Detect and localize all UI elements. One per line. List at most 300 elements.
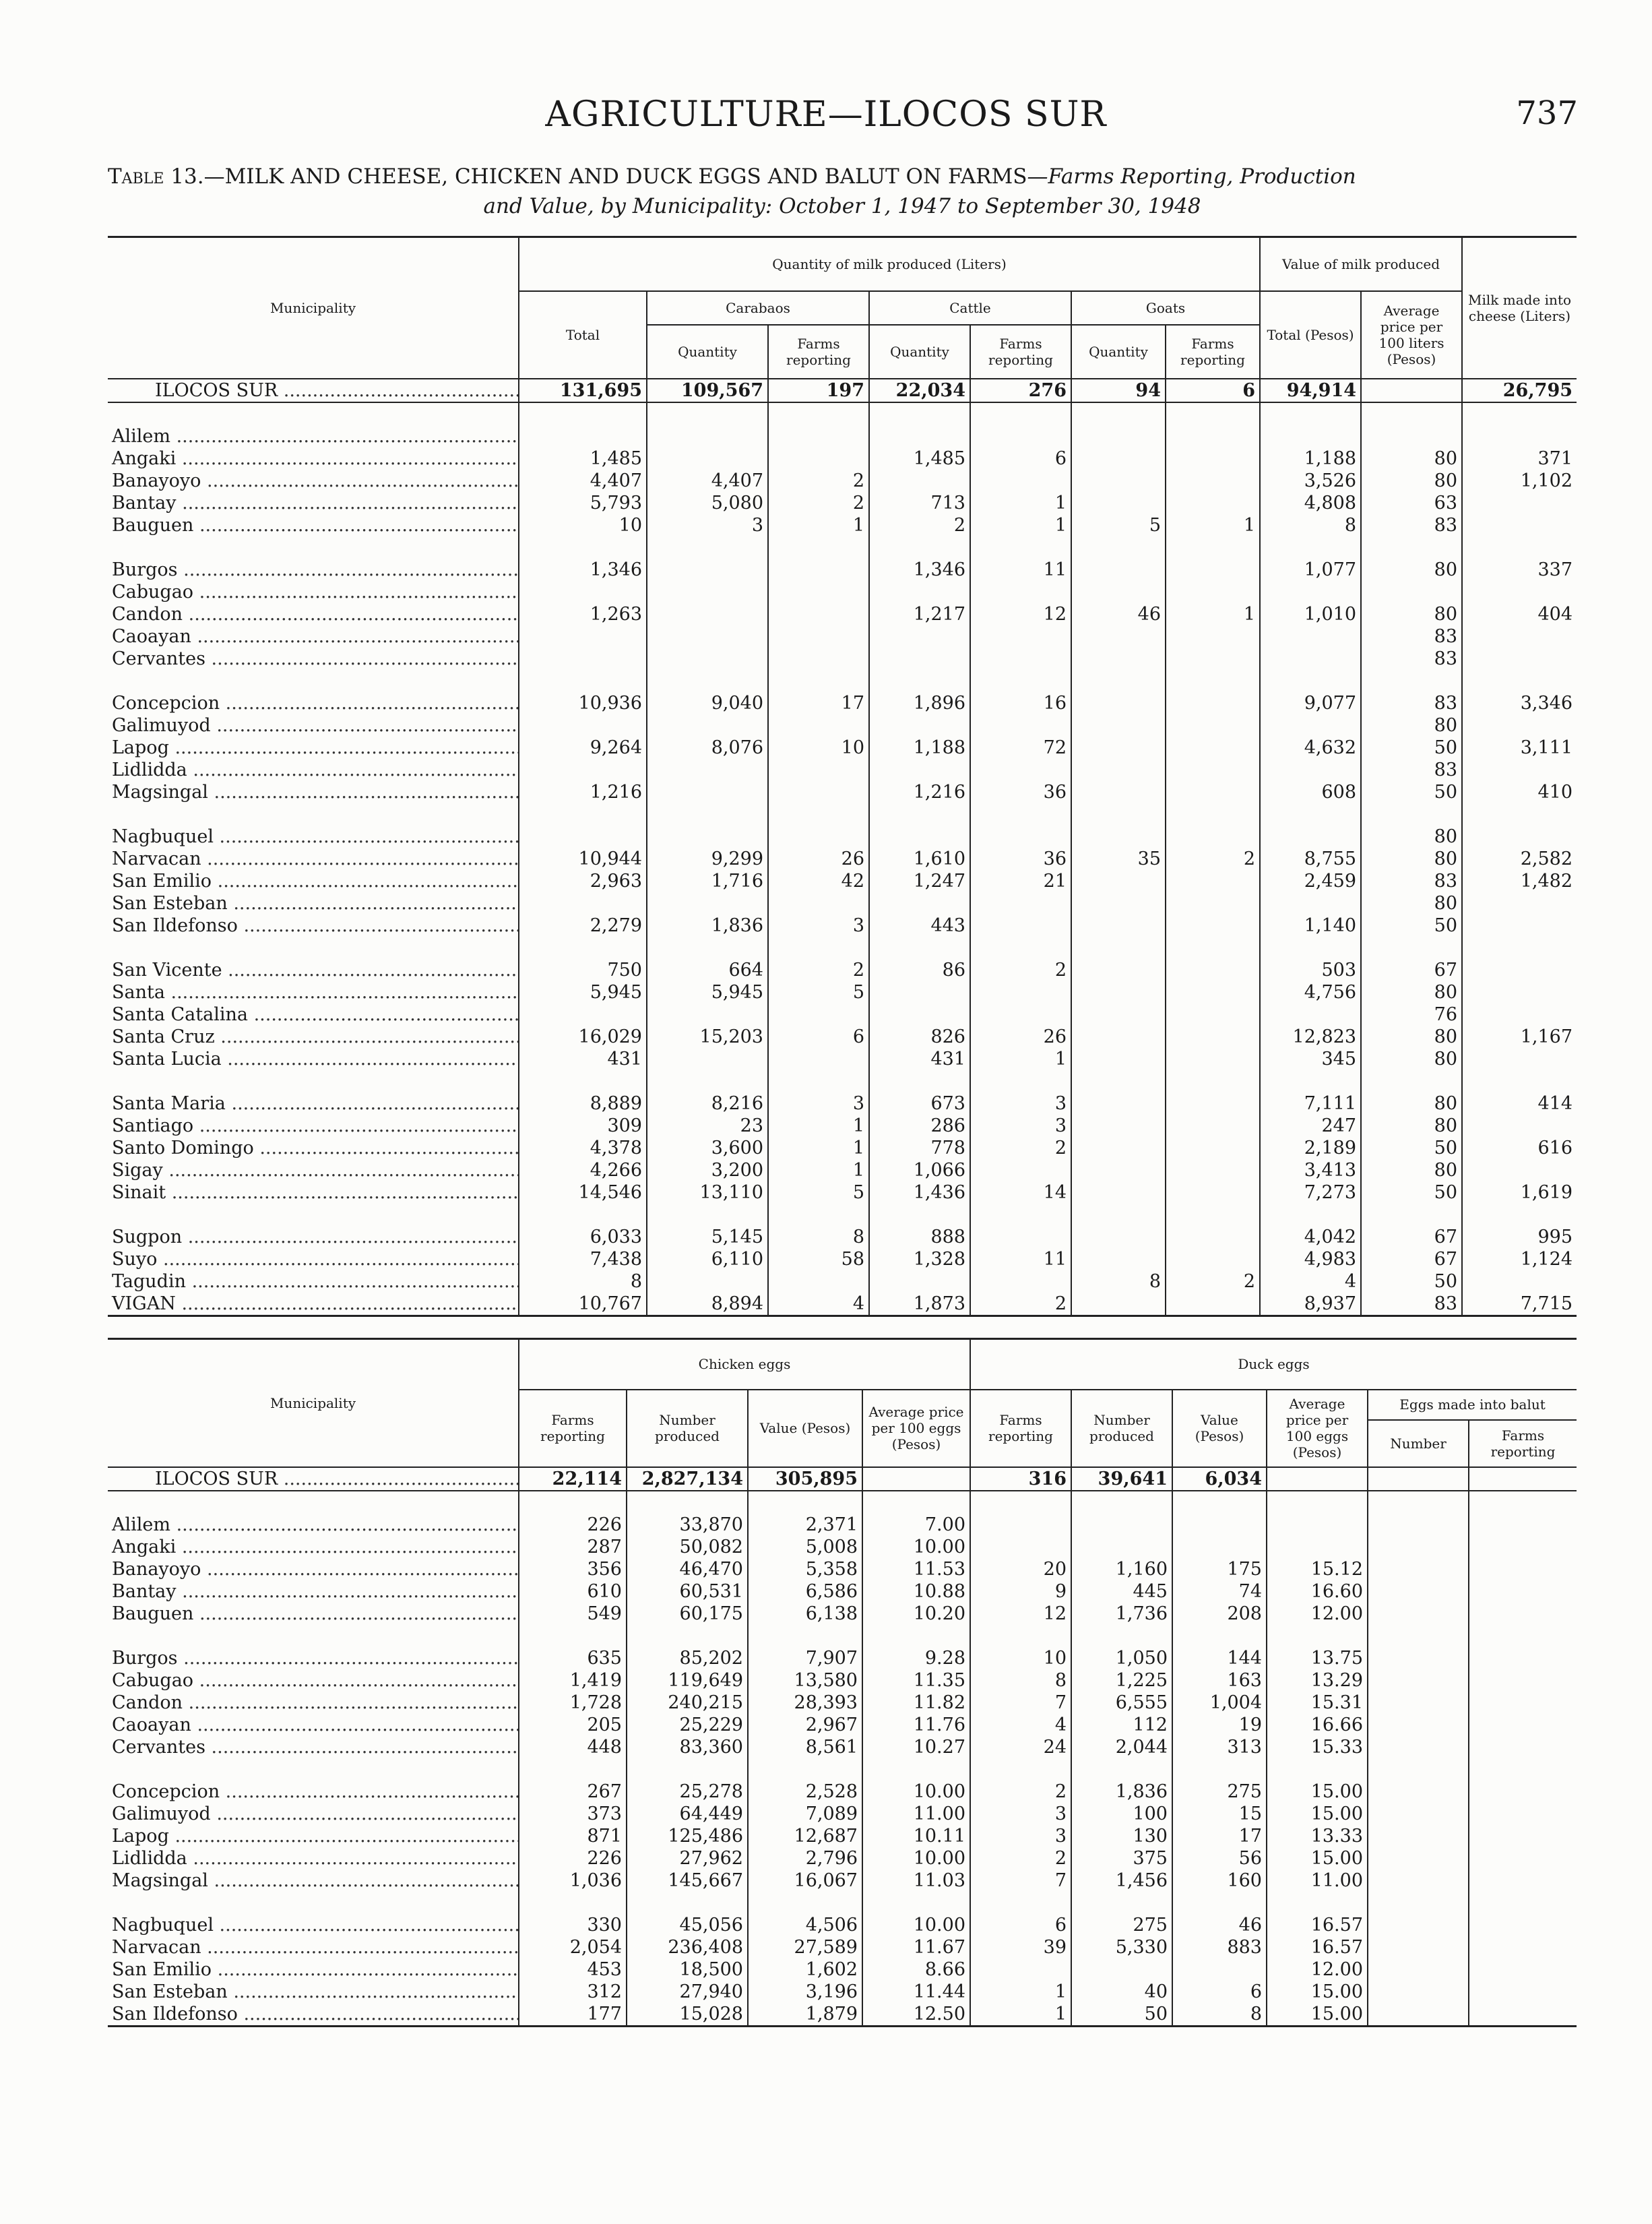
value-cell: 4,632 <box>1260 737 1361 759</box>
municipality-cell: Sigay ..... <box>108 1159 519 1181</box>
value-cell: 1,263 <box>519 603 647 625</box>
value-cell: 4 <box>1260 1270 1361 1293</box>
value-cell: 2,459 <box>1260 870 1361 892</box>
value-cell: 7,907 <box>748 1647 862 1669</box>
value-cell <box>1368 1958 1469 1981</box>
value-cell: 608 <box>1260 781 1361 803</box>
table-caption <box>108 162 1577 221</box>
spacer-cell <box>1267 1625 1368 1647</box>
value-cell: 8,561 <box>748 1736 862 1758</box>
value-cell <box>970 759 1071 781</box>
value-cell <box>1172 1536 1267 1558</box>
spacer-cell <box>869 670 970 692</box>
group-spacer <box>108 1204 1577 1226</box>
value-cell: 1,216 <box>519 781 647 803</box>
value-cell: 2 <box>970 1847 1071 1870</box>
value-cell: 410 <box>1462 781 1577 803</box>
municipality-cell: Concepcion ..... <box>108 692 519 714</box>
value-cell: 26 <box>970 1026 1071 1048</box>
value-cell: 60,175 <box>627 1603 748 1625</box>
value-cell <box>768 1003 869 1026</box>
value-cell: 7,111 <box>1260 1092 1361 1115</box>
value-cell: 431 <box>869 1048 970 1070</box>
value-cell: 19 <box>1172 1714 1267 1736</box>
value-cell: 11.03 <box>862 1870 970 1892</box>
municipality-cell: Magsingal ..... <box>108 781 519 803</box>
value-cell: 60,531 <box>627 1580 748 1603</box>
value-cell: 4 <box>768 1293 869 1316</box>
value-cell: 1,077 <box>1260 559 1361 581</box>
value-cell: 1,419 <box>519 1669 627 1692</box>
value-cell: 3 <box>647 514 768 536</box>
table-row <box>108 1092 1577 1115</box>
value-cell <box>869 714 970 737</box>
value-cell <box>970 425 1071 447</box>
value-cell: 10.11 <box>862 1825 970 1847</box>
value-cell: 778 <box>869 1137 970 1159</box>
value-cell <box>1166 559 1260 581</box>
spacer-cell <box>768 402 869 425</box>
value-cell: 50,082 <box>627 1536 748 1558</box>
value-cell: 80 <box>1361 1159 1462 1181</box>
value-cell: 236,408 <box>627 1936 748 1958</box>
value-cell: 2 <box>869 514 970 536</box>
value-cell: 130 <box>1071 1825 1172 1847</box>
value-cell: 80 <box>1361 447 1462 470</box>
table-row <box>108 1647 1577 1669</box>
value-cell: 83 <box>1361 625 1462 648</box>
spacer-cell <box>519 1491 627 1514</box>
value-cell: 83 <box>1361 759 1462 781</box>
spacer-cell <box>1260 937 1361 959</box>
value-cell: 8,755 <box>1260 848 1361 870</box>
value-cell: 240,215 <box>627 1692 748 1714</box>
spacer-cell <box>627 1491 748 1514</box>
value-cell: 85,202 <box>627 1647 748 1669</box>
value-cell <box>768 1048 869 1070</box>
col-chicken-avg-price: Average price per 100 eggs (Pesos) <box>862 1390 970 1467</box>
municipality-cell: Cervantes ..... <box>108 1736 519 1758</box>
value-cell <box>1469 1467 1577 1491</box>
value-cell <box>1469 1847 1577 1870</box>
table-row <box>108 1692 1577 1714</box>
value-cell <box>1166 759 1260 781</box>
value-cell <box>1469 1803 1577 1825</box>
spacer-cell <box>627 1758 748 1781</box>
value-cell: 11.53 <box>862 1558 970 1580</box>
spacer-cell <box>1071 1070 1166 1092</box>
value-cell: 2 <box>1166 1270 1260 1293</box>
table-row <box>108 2003 1577 2027</box>
value-cell: 8,889 <box>519 1092 647 1115</box>
value-cell <box>1166 1159 1260 1181</box>
value-cell: 13.29 <box>1267 1669 1368 1692</box>
value-cell <box>1166 892 1260 915</box>
group-spacer <box>108 1070 1577 1092</box>
col-municipality: Municipality <box>108 237 519 379</box>
spacer-cell <box>1361 1204 1462 1226</box>
spacer-cell <box>1172 1491 1267 1514</box>
value-cell: 1,160 <box>1071 1558 1172 1580</box>
value-cell: 13,110 <box>647 1181 768 1204</box>
value-cell: 8 <box>1071 1270 1166 1293</box>
value-cell: 50 <box>1071 2003 1172 2027</box>
value-cell: 431 <box>519 1048 647 1070</box>
value-cell <box>869 892 970 915</box>
value-cell <box>1462 1159 1577 1181</box>
value-cell <box>1368 1781 1469 1803</box>
value-cell: 6,586 <box>748 1580 862 1603</box>
value-cell: 11.00 <box>1267 1870 1368 1892</box>
value-cell: 226 <box>519 1847 627 1870</box>
municipality-cell: Lidlidda ..... <box>108 1847 519 1870</box>
spacer-cell <box>1260 536 1361 559</box>
value-cell: 6,555 <box>1071 1692 1172 1714</box>
municipality-cell: Nagbuquel ..... <box>108 1914 519 1936</box>
municipality-cell: Santa ..... <box>108 981 519 1003</box>
spacer-cell <box>647 670 768 692</box>
value-cell: 7 <box>970 1870 1071 1892</box>
value-cell <box>1368 1647 1469 1669</box>
value-cell: 316 <box>970 1467 1071 1491</box>
value-cell: 3 <box>970 1825 1071 1847</box>
spacer-cell <box>1462 1070 1577 1092</box>
value-cell: 64,449 <box>627 1803 748 1825</box>
municipality-cell: Alilem ..... <box>108 425 519 447</box>
value-cell: 17 <box>768 692 869 714</box>
municipality-cell: Lidlidda ..... <box>108 759 519 781</box>
value-cell: 1,346 <box>869 559 970 581</box>
value-cell <box>1469 1736 1577 1758</box>
value-cell <box>1462 425 1577 447</box>
value-cell <box>768 581 869 603</box>
value-cell: 635 <box>519 1647 627 1669</box>
value-cell: 40 <box>1071 1981 1172 2003</box>
spacer-cell <box>1071 670 1166 692</box>
col-chicken-number: Number produced <box>627 1390 748 1467</box>
value-cell: 1,836 <box>1071 1781 1172 1803</box>
value-cell: 3,413 <box>1260 1159 1361 1181</box>
value-cell: 713 <box>869 492 970 514</box>
value-cell: 3 <box>970 1092 1071 1115</box>
value-cell: 1 <box>970 492 1071 514</box>
value-cell: 63 <box>1361 492 1462 514</box>
value-cell: 58 <box>768 1248 869 1270</box>
value-cell <box>1071 759 1166 781</box>
spacer-cell <box>108 536 519 559</box>
value-cell: 83 <box>1361 692 1462 714</box>
municipality-cell: Bantay ..... <box>108 492 519 514</box>
page-header <box>0 88 1652 142</box>
spacer-cell <box>1267 1491 1368 1514</box>
value-cell: 7.00 <box>862 1514 970 1536</box>
value-cell: 25,229 <box>627 1714 748 1736</box>
spacer-cell <box>647 1070 768 1092</box>
value-cell: 15 <box>1172 1803 1267 1825</box>
value-cell: 10 <box>768 737 869 759</box>
value-cell <box>1166 692 1260 714</box>
spacer-cell <box>1166 1070 1260 1092</box>
value-cell: 1,050 <box>1071 1647 1172 1669</box>
value-cell <box>1071 1092 1166 1115</box>
municipality-cell: Galimuyod ..... <box>108 714 519 737</box>
spacer-cell <box>519 1758 627 1781</box>
value-cell: 80 <box>1361 981 1462 1003</box>
value-cell: 10.27 <box>862 1736 970 1758</box>
value-cell <box>1469 1647 1577 1669</box>
value-cell <box>768 826 869 848</box>
value-cell <box>970 648 1071 670</box>
municipality-cell: Galimuyod ..... <box>108 1803 519 1825</box>
spacer-cell <box>108 1070 519 1092</box>
value-cell <box>1462 892 1577 915</box>
value-cell: 10,767 <box>519 1293 647 1316</box>
table-row <box>108 1536 1577 1558</box>
value-cell: 11.00 <box>862 1803 970 1825</box>
value-cell: 26,795 <box>1462 379 1577 402</box>
value-cell <box>1071 447 1166 470</box>
spacer-cell <box>1260 803 1361 826</box>
value-cell: 6 <box>768 1026 869 1048</box>
value-cell <box>1166 981 1260 1003</box>
value-cell: 7,715 <box>1462 1293 1577 1316</box>
value-cell <box>768 559 869 581</box>
value-cell <box>1071 870 1166 892</box>
value-cell <box>1166 915 1260 937</box>
value-cell: 1,456 <box>1071 1870 1172 1892</box>
value-cell: 12,687 <box>748 1825 862 1847</box>
value-cell <box>1071 1958 1172 1981</box>
spacer-cell <box>1368 1491 1469 1514</box>
value-cell: 673 <box>869 1092 970 1115</box>
municipality-cell: ILOCOS SUR ..... <box>108 1467 519 1491</box>
spacer-cell <box>768 670 869 692</box>
value-cell <box>1071 1293 1166 1316</box>
municipality-cell: Nagbuquel ..... <box>108 826 519 848</box>
spacer-cell <box>1469 1491 1577 1514</box>
value-cell <box>1368 1936 1469 1958</box>
municipality-cell: San Ildefonso ..... <box>108 915 519 937</box>
value-cell <box>1260 759 1361 781</box>
spacer-cell <box>862 1892 970 1914</box>
value-cell: 1,217 <box>869 603 970 625</box>
table-row <box>108 1026 1577 1048</box>
value-cell: 94 <box>1071 379 1166 402</box>
value-cell: 83 <box>1361 514 1462 536</box>
value-cell <box>768 447 869 470</box>
spacer-cell <box>1361 402 1462 425</box>
value-cell <box>1368 1714 1469 1736</box>
value-cell: 56 <box>1172 1847 1267 1870</box>
table-row <box>108 470 1577 492</box>
value-cell: 3,346 <box>1462 692 1577 714</box>
table-row <box>108 1958 1577 1981</box>
spacer-cell <box>1071 803 1166 826</box>
value-cell <box>1166 492 1260 514</box>
value-cell: 610 <box>519 1580 627 1603</box>
value-cell <box>1469 1514 1577 1536</box>
value-cell: 6 <box>1166 379 1260 402</box>
value-cell: 5 <box>1071 514 1166 536</box>
value-cell: 373 <box>519 1803 627 1825</box>
value-cell: 1,346 <box>519 559 647 581</box>
table-row <box>108 692 1577 714</box>
spacer-cell <box>1071 937 1166 959</box>
value-cell: 305,895 <box>748 1467 862 1491</box>
value-cell <box>519 1003 647 1026</box>
value-cell: 119,649 <box>627 1669 748 1692</box>
spacer-cell <box>1071 1625 1172 1647</box>
col-chicken-value: Value (Pesos) <box>748 1390 862 1467</box>
egg-table <box>108 1338 1577 2027</box>
table-row <box>108 514 1577 536</box>
value-cell <box>1368 1914 1469 1936</box>
value-cell: 6,033 <box>519 1226 647 1248</box>
value-cell <box>1368 2003 1469 2027</box>
spacer-cell <box>627 1892 748 1914</box>
value-cell: 100 <box>1071 1803 1172 1825</box>
municipality-cell: Banayoyo ..... <box>108 470 519 492</box>
value-cell: 83 <box>1361 1293 1462 1316</box>
col-duck-avg-price: Average price per 100 eggs (Pesos) <box>1267 1390 1368 1467</box>
value-cell: 888 <box>869 1226 970 1248</box>
spacer-cell <box>1071 402 1166 425</box>
value-cell: 16,029 <box>519 1026 647 1048</box>
value-cell <box>1469 1692 1577 1714</box>
value-cell <box>970 1003 1071 1026</box>
value-cell: 16,067 <box>748 1870 862 1892</box>
spacer-cell <box>1469 1625 1577 1647</box>
value-cell: 330 <box>519 1914 627 1936</box>
col-carabao-quantity: Quantity <box>647 325 768 379</box>
value-cell: 39 <box>970 1936 1071 1958</box>
col-chicken-group: Chicken eggs <box>519 1339 970 1390</box>
value-cell <box>970 981 1071 1003</box>
value-cell: 1,736 <box>1071 1603 1172 1625</box>
spacer-cell <box>1172 1758 1267 1781</box>
value-cell <box>1166 1137 1260 1159</box>
value-cell <box>970 714 1071 737</box>
value-cell: 2 <box>768 492 869 514</box>
value-cell: 80 <box>1361 848 1462 870</box>
value-cell: 26 <box>768 848 869 870</box>
value-cell <box>1260 714 1361 737</box>
table-row <box>108 603 1577 625</box>
spacer-cell <box>1462 670 1577 692</box>
value-cell: 414 <box>1462 1092 1577 1115</box>
value-cell <box>519 648 647 670</box>
value-cell <box>1260 648 1361 670</box>
value-cell <box>1071 981 1166 1003</box>
value-cell: 6 <box>1172 1981 1267 2003</box>
spacer-cell <box>768 1204 869 1226</box>
municipality-cell: Burgos ..... <box>108 1647 519 1669</box>
municipality-cell: Banayoyo ..... <box>108 1558 519 1580</box>
value-cell <box>1462 714 1577 737</box>
municipality-cell: Magsingal ..... <box>108 1870 519 1892</box>
spacer-cell <box>1172 1892 1267 1914</box>
value-cell <box>768 625 869 648</box>
value-cell: 5,945 <box>519 981 647 1003</box>
value-cell <box>970 1958 1071 1981</box>
value-cell: 177 <box>519 2003 627 2027</box>
value-cell: 14 <box>970 1181 1071 1204</box>
value-cell: 1,216 <box>869 781 970 803</box>
value-cell: 4,042 <box>1260 1226 1361 1248</box>
value-cell: 33,870 <box>627 1514 748 1536</box>
value-cell <box>1469 1714 1577 1736</box>
municipality-cell: Bauguen ..... <box>108 1603 519 1625</box>
value-cell <box>1462 1003 1577 1026</box>
municipality-cell: VIGAN ..... <box>108 1293 519 1316</box>
spacer-cell <box>862 1491 970 1514</box>
spacer-cell <box>519 803 647 826</box>
table-row <box>108 1847 1577 1870</box>
table-row <box>108 1293 1577 1316</box>
value-cell <box>1469 1580 1577 1603</box>
value-cell <box>1071 1536 1172 1558</box>
value-cell <box>862 1467 970 1491</box>
value-cell <box>1071 1514 1172 1536</box>
page-title: AGRICULTURE—ILOCOS SUR <box>545 94 1107 135</box>
value-cell <box>1368 1981 1469 2003</box>
value-cell <box>1071 1026 1166 1048</box>
value-cell <box>970 1514 1071 1536</box>
value-cell <box>1166 581 1260 603</box>
value-cell <box>1368 1603 1469 1625</box>
table-row <box>108 1270 1577 1293</box>
milk-table-body <box>108 379 1577 1316</box>
value-cell <box>647 625 768 648</box>
value-cell: 13.33 <box>1267 1825 1368 1847</box>
spacer-cell <box>1166 670 1260 692</box>
value-cell: 46 <box>1071 603 1166 625</box>
spacer-cell <box>1462 803 1577 826</box>
group-spacer <box>108 1625 1577 1647</box>
value-cell: 10.00 <box>862 1847 970 1870</box>
municipality-cell: San Esteban ..... <box>108 1981 519 2003</box>
value-cell <box>1361 425 1462 447</box>
value-cell: 286 <box>869 1115 970 1137</box>
value-cell <box>519 581 647 603</box>
value-cell <box>647 1003 768 1026</box>
value-cell: 750 <box>519 959 647 981</box>
value-cell: 3,600 <box>647 1137 768 1159</box>
value-cell: 80 <box>1361 1048 1462 1070</box>
table-row <box>108 1714 1577 1736</box>
value-cell: 16.66 <box>1267 1714 1368 1736</box>
value-cell <box>1368 1558 1469 1580</box>
value-cell: 10 <box>970 1647 1071 1669</box>
value-cell: 80 <box>1361 559 1462 581</box>
value-cell: 8 <box>1260 514 1361 536</box>
value-cell: 109,567 <box>647 379 768 402</box>
value-cell: 883 <box>1172 1936 1267 1958</box>
value-cell: 287 <box>519 1536 627 1558</box>
value-cell <box>1462 581 1577 603</box>
value-cell: 12 <box>970 1603 1071 1625</box>
spacer-cell <box>1361 670 1462 692</box>
municipality-cell: Santo Domingo ..... <box>108 1137 519 1159</box>
value-cell: 6 <box>970 447 1071 470</box>
spacer-cell <box>1260 402 1361 425</box>
spacer-cell <box>108 402 519 425</box>
value-cell <box>1361 581 1462 603</box>
value-cell: 2 <box>768 470 869 492</box>
value-cell <box>1071 581 1166 603</box>
spacer-cell <box>970 402 1071 425</box>
value-cell: 1 <box>768 1159 869 1181</box>
